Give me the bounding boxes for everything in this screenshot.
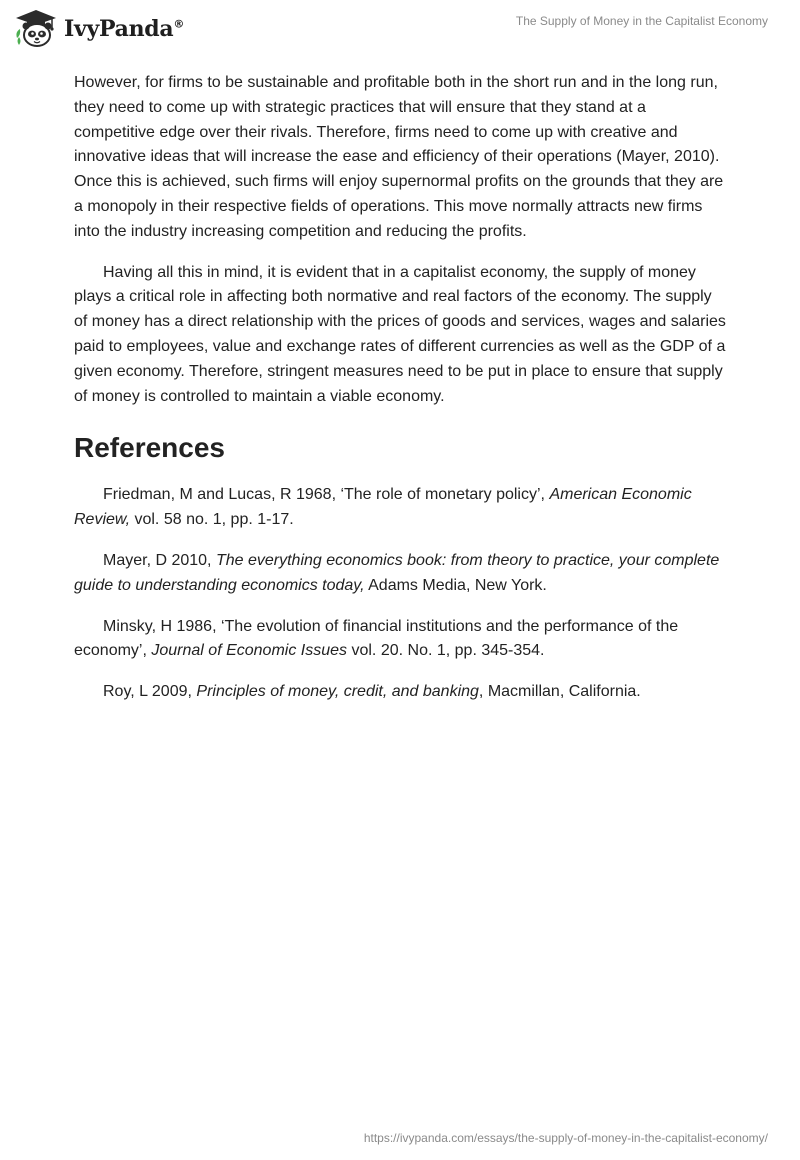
body-paragraph: However, for firms to be sustainable and profitable both in the short run and in the long run, they need to come up with strategic practices that will ensure that they stand at a competitive edge over their rivals. Therefore, firms need to come up with creative and innovative ideas that will increase the ease and efficiency of their operations (Mayer, 2010). Once this is achieved, such firms will enjoy supernormal profits on the grounds that they are a monopoly in their respective fields of operations. This move normally attracts new firms into the industry increasing competition and reducing the profits. xyxy=(74,74,724,240)
reference-entry: Mayer, D 2010, The everything economics book: from theory to practice, your complete guide to understanding economics today, Adams Media, New York. xyxy=(74,551,720,594)
registered-mark: ® xyxy=(173,17,185,31)
body-paragraph: Having all this in mind, it is evident that in a capitalist economy, the supply of money plays a critical role in affecting both normative and real factors of the economy. The supply of money has a direct relationship with the prices of goods and services, wages and salaries paid to employees, value and exchange rates of different currencies as well as the GDP of a given economy. Therefore, stringent measures need to be put in place to ensure that supply of money is controlled to maintain a viable economy. xyxy=(74,263,726,405)
reference-entry: Minsky, H 1986, ‘The evolution of financial institutions and the performance of the economy’, Journal of Economic Issues vol. 20. No. 1, pp. 345-354. xyxy=(74,617,679,660)
document-title: The Supply of Money in the Capitalist Economy xyxy=(515,14,768,28)
references-heading: References xyxy=(74,432,225,464)
essay-content xyxy=(74,71,726,721)
logo-wordmark: IvyPanda® xyxy=(64,16,185,42)
reference-entry: Roy, L 2009, Principles of money, credit, and banking, Macmillan, California. xyxy=(103,683,641,701)
ivypanda-logo[interactable] xyxy=(14,8,184,50)
source-url-link[interactable]: https://ivypanda.com/essays/the-supply-of-money-in-the-capitalist-economy/ xyxy=(363,1131,768,1145)
reference-entry: Friedman, M and Lucas, R 1968, ‘The role of monetary policy’, American Economic Review, vol. 58 no. 1, pp. 1-17. xyxy=(74,486,692,529)
panda-graduate-icon xyxy=(14,8,58,50)
page-header xyxy=(0,0,800,64)
